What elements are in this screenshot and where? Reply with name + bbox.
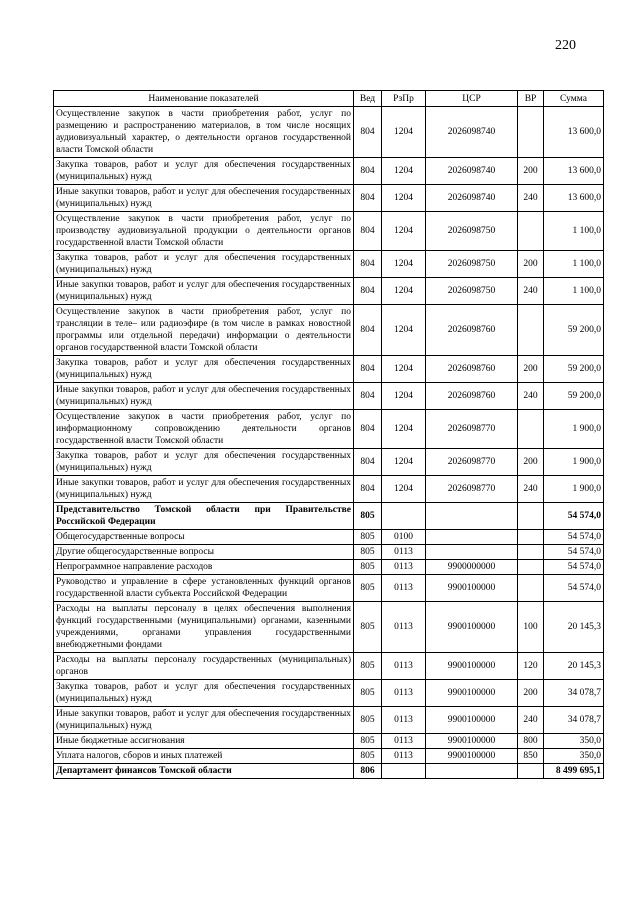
row-vr xyxy=(518,764,544,779)
row-sum: 54 574,0 xyxy=(544,575,604,602)
row-name: Закупка товаров, работ и услуг для обеспечения государственных (муниципальных) нужд xyxy=(54,158,354,185)
row-vr: 200 xyxy=(518,158,544,185)
row-sum: 13 600,0 xyxy=(544,107,604,158)
header-name: Наименование показателей xyxy=(54,91,354,107)
row-rzpr: 0113 xyxy=(382,707,426,734)
table-body xyxy=(54,107,604,779)
budget-table xyxy=(53,90,604,779)
header-ved: Вед xyxy=(354,91,382,107)
row-sum: 54 574,0 xyxy=(544,560,604,575)
row-vr: 120 xyxy=(518,653,544,680)
row-name: Иные закупки товаров, работ и услуг для обеспечения государственных (муниципальных) нужд xyxy=(54,476,354,503)
row-sum: 1 900,0 xyxy=(544,476,604,503)
row-csr xyxy=(426,545,518,560)
row-vr: 240 xyxy=(518,185,544,212)
row-rzpr: 1204 xyxy=(382,356,426,383)
row-vr xyxy=(518,575,544,602)
row-sum: 20 145,3 xyxy=(544,602,604,653)
row-rzpr: 1204 xyxy=(382,476,426,503)
row-sum: 54 574,0 xyxy=(544,530,604,545)
row-rzpr: 0113 xyxy=(382,653,426,680)
row-ved: 805 xyxy=(354,575,382,602)
row-rzpr xyxy=(382,764,426,779)
row-vr: 200 xyxy=(518,251,544,278)
row-rzpr: 0113 xyxy=(382,734,426,749)
row-rzpr: 1204 xyxy=(382,158,426,185)
row-name: Департамент финансов Томской области xyxy=(54,764,354,779)
row-ved: 805 xyxy=(354,653,382,680)
row-name: Представительство Томской области при Правительстве Российской Федерации xyxy=(54,503,354,530)
table-row xyxy=(54,764,604,779)
row-name: Расходы на выплаты персоналу государственных (муниципальных) органов xyxy=(54,653,354,680)
row-sum: 20 145,3 xyxy=(544,653,604,680)
table-row xyxy=(54,251,604,278)
row-vr xyxy=(518,305,544,356)
row-csr: 9900100000 xyxy=(426,749,518,764)
table-row xyxy=(54,476,604,503)
table-row xyxy=(54,749,604,764)
row-csr xyxy=(426,764,518,779)
row-ved: 804 xyxy=(354,476,382,503)
row-rzpr: 1204 xyxy=(382,383,426,410)
row-sum: 59 200,0 xyxy=(544,305,604,356)
row-name: Закупка товаров, работ и услуг для обеспечения государственных (муниципальных) нужд xyxy=(54,449,354,476)
row-ved: 804 xyxy=(354,410,382,449)
row-ved: 805 xyxy=(354,530,382,545)
table-row xyxy=(54,278,604,305)
table-row xyxy=(54,707,604,734)
row-name: Руководство и управление в сфере установленных функций органов государственной власти субъекта Российской Федерации xyxy=(54,575,354,602)
row-rzpr: 0113 xyxy=(382,545,426,560)
row-vr: 240 xyxy=(518,476,544,503)
row-name: Иные бюджетные ассигнования xyxy=(54,734,354,749)
row-rzpr: 1204 xyxy=(382,278,426,305)
row-csr: 2026098760 xyxy=(426,383,518,410)
row-vr: 850 xyxy=(518,749,544,764)
row-name: Уплата налогов, сборов и иных платежей xyxy=(54,749,354,764)
row-ved: 806 xyxy=(354,764,382,779)
row-vr xyxy=(518,530,544,545)
row-ved: 804 xyxy=(354,305,382,356)
row-ved: 805 xyxy=(354,503,382,530)
row-rzpr: 1204 xyxy=(382,410,426,449)
row-name: Общегосударственные вопросы xyxy=(54,530,354,545)
row-ved: 804 xyxy=(354,158,382,185)
row-sum: 350,0 xyxy=(544,734,604,749)
header-csr: ЦСР xyxy=(426,91,518,107)
row-vr xyxy=(518,545,544,560)
table-row xyxy=(54,503,604,530)
row-sum: 54 574,0 xyxy=(544,545,604,560)
row-rzpr: 0113 xyxy=(382,749,426,764)
row-ved: 805 xyxy=(354,749,382,764)
row-ved: 805 xyxy=(354,734,382,749)
row-csr: 2026098760 xyxy=(426,305,518,356)
table-row xyxy=(54,212,604,251)
row-csr xyxy=(426,503,518,530)
table-row xyxy=(54,356,604,383)
row-vr xyxy=(518,560,544,575)
row-name: Иные закупки товаров, работ и услуг для обеспечения государственных (муниципальных) нужд xyxy=(54,383,354,410)
row-sum: 59 200,0 xyxy=(544,356,604,383)
row-name: Закупка товаров, работ и услуг для обеспечения государственных (муниципальных) нужд xyxy=(54,251,354,278)
row-ved: 804 xyxy=(354,449,382,476)
row-rzpr: 1204 xyxy=(382,305,426,356)
row-name: Осуществление закупок в части приобретения работ, услуг по информационному сопровождению деятельности органов государственной власти Томской области xyxy=(54,410,354,449)
row-csr: 2026098750 xyxy=(426,251,518,278)
row-ved: 804 xyxy=(354,212,382,251)
row-rzpr: 1204 xyxy=(382,449,426,476)
row-csr: 9900100000 xyxy=(426,680,518,707)
row-ved: 804 xyxy=(354,251,382,278)
row-vr xyxy=(518,107,544,158)
table-header-row xyxy=(54,91,604,107)
row-vr: 240 xyxy=(518,383,544,410)
row-csr: 2026098740 xyxy=(426,185,518,212)
row-csr: 2026098750 xyxy=(426,212,518,251)
row-vr: 800 xyxy=(518,734,544,749)
row-ved: 805 xyxy=(354,560,382,575)
row-ved: 804 xyxy=(354,185,382,212)
row-rzpr: 1204 xyxy=(382,212,426,251)
row-vr xyxy=(518,503,544,530)
row-sum: 1 900,0 xyxy=(544,410,604,449)
row-csr: 9900000000 xyxy=(426,560,518,575)
row-ved: 805 xyxy=(354,680,382,707)
row-rzpr: 0113 xyxy=(382,602,426,653)
row-name: Закупка товаров, работ и услуг для обеспечения государственных (муниципальных) нужд xyxy=(54,356,354,383)
row-sum: 34 078,7 xyxy=(544,680,604,707)
table-row xyxy=(54,602,604,653)
row-name: Осуществление закупок в части приобретения работ, услуг по размещению и распространению материалов, в том числе носящих аудиовизуальный характер, о деятельности органов государственной власти Томской области xyxy=(54,107,354,158)
row-sum: 1 100,0 xyxy=(544,278,604,305)
row-rzpr: 0100 xyxy=(382,530,426,545)
table-row xyxy=(54,410,604,449)
row-ved: 805 xyxy=(354,545,382,560)
row-csr: 2026098740 xyxy=(426,158,518,185)
row-name: Иные закупки товаров, работ и услуг для обеспечения государственных (муниципальных) нужд xyxy=(54,707,354,734)
row-sum: 350,0 xyxy=(544,749,604,764)
row-name: Расходы на выплаты персоналу в целях обеспечения выполнения функций государственными (муниципальными) органами, казенными учреждениями, органами управления государственными внебюджетными фондами xyxy=(54,602,354,653)
row-name: Другие общегосударственные вопросы xyxy=(54,545,354,560)
row-vr: 240 xyxy=(518,278,544,305)
row-name: Иные закупки товаров, работ и услуг для обеспечения государственных (муниципальных) нужд xyxy=(54,278,354,305)
table-row xyxy=(54,680,604,707)
table-row xyxy=(54,305,604,356)
table-row xyxy=(54,158,604,185)
row-sum: 8 499 695,1 xyxy=(544,764,604,779)
row-sum: 1 100,0 xyxy=(544,251,604,278)
row-csr: 2026098770 xyxy=(426,449,518,476)
row-sum: 59 200,0 xyxy=(544,383,604,410)
row-csr: 2026098750 xyxy=(426,278,518,305)
header-sum: Сумма xyxy=(544,91,604,107)
row-ved: 805 xyxy=(354,602,382,653)
row-csr: 2026098740 xyxy=(426,107,518,158)
row-rzpr: 1204 xyxy=(382,185,426,212)
row-vr xyxy=(518,212,544,251)
row-ved: 804 xyxy=(354,278,382,305)
table-row xyxy=(54,449,604,476)
row-rzpr: 1204 xyxy=(382,251,426,278)
row-sum: 54 574,0 xyxy=(544,503,604,530)
row-csr: 9900100000 xyxy=(426,734,518,749)
row-csr: 2026098770 xyxy=(426,476,518,503)
table-row xyxy=(54,575,604,602)
row-ved: 804 xyxy=(354,356,382,383)
table-row xyxy=(54,653,604,680)
row-csr: 2026098760 xyxy=(426,356,518,383)
row-csr: 9900100000 xyxy=(426,602,518,653)
row-sum: 1 900,0 xyxy=(544,449,604,476)
row-vr: 200 xyxy=(518,356,544,383)
row-vr xyxy=(518,410,544,449)
row-rzpr: 0113 xyxy=(382,560,426,575)
row-rzpr: 0113 xyxy=(382,680,426,707)
row-csr: 9900100000 xyxy=(426,653,518,680)
row-vr: 200 xyxy=(518,449,544,476)
row-ved: 805 xyxy=(354,707,382,734)
row-sum: 34 078,7 xyxy=(544,707,604,734)
header-rzpr: РзПр xyxy=(382,91,426,107)
row-vr: 100 xyxy=(518,602,544,653)
row-csr: 2026098770 xyxy=(426,410,518,449)
row-csr: 9900100000 xyxy=(426,707,518,734)
table-row xyxy=(54,560,604,575)
row-sum: 1 100,0 xyxy=(544,212,604,251)
row-sum: 13 600,0 xyxy=(544,185,604,212)
row-rzpr: 1204 xyxy=(382,107,426,158)
row-sum: 13 600,0 xyxy=(544,158,604,185)
row-ved: 804 xyxy=(354,107,382,158)
row-ved: 804 xyxy=(354,383,382,410)
table-row xyxy=(54,185,604,212)
row-rzpr xyxy=(382,503,426,530)
table-row xyxy=(54,107,604,158)
row-csr xyxy=(426,530,518,545)
row-rzpr: 0113 xyxy=(382,575,426,602)
table-row xyxy=(54,383,604,410)
header-vr: ВР xyxy=(518,91,544,107)
row-name: Закупка товаров, работ и услуг для обеспечения государственных (муниципальных) нужд xyxy=(54,680,354,707)
row-name: Осуществление закупок в части приобретения работ, услуг по производству аудиовизуальной продукции о деятельности органов государственной власти Томской области xyxy=(54,212,354,251)
row-name: Иные закупки товаров, работ и услуг для обеспечения государственных (муниципальных) нужд xyxy=(54,185,354,212)
row-name: Осуществление закупок в части приобретения работ, услуг по трансляции в теле– или радиоэфире (в том числе в рамках новостной программы или отдельной передачи) информации о деятельности органов государственной власти Томской области xyxy=(54,305,354,356)
row-name: Непрограммное направление расходов xyxy=(54,560,354,575)
table-row xyxy=(54,530,604,545)
table-row xyxy=(54,545,604,560)
row-vr: 200 xyxy=(518,680,544,707)
page-number: 220 xyxy=(555,38,576,53)
row-vr: 240 xyxy=(518,707,544,734)
row-csr: 9900100000 xyxy=(426,575,518,602)
table-row xyxy=(54,734,604,749)
